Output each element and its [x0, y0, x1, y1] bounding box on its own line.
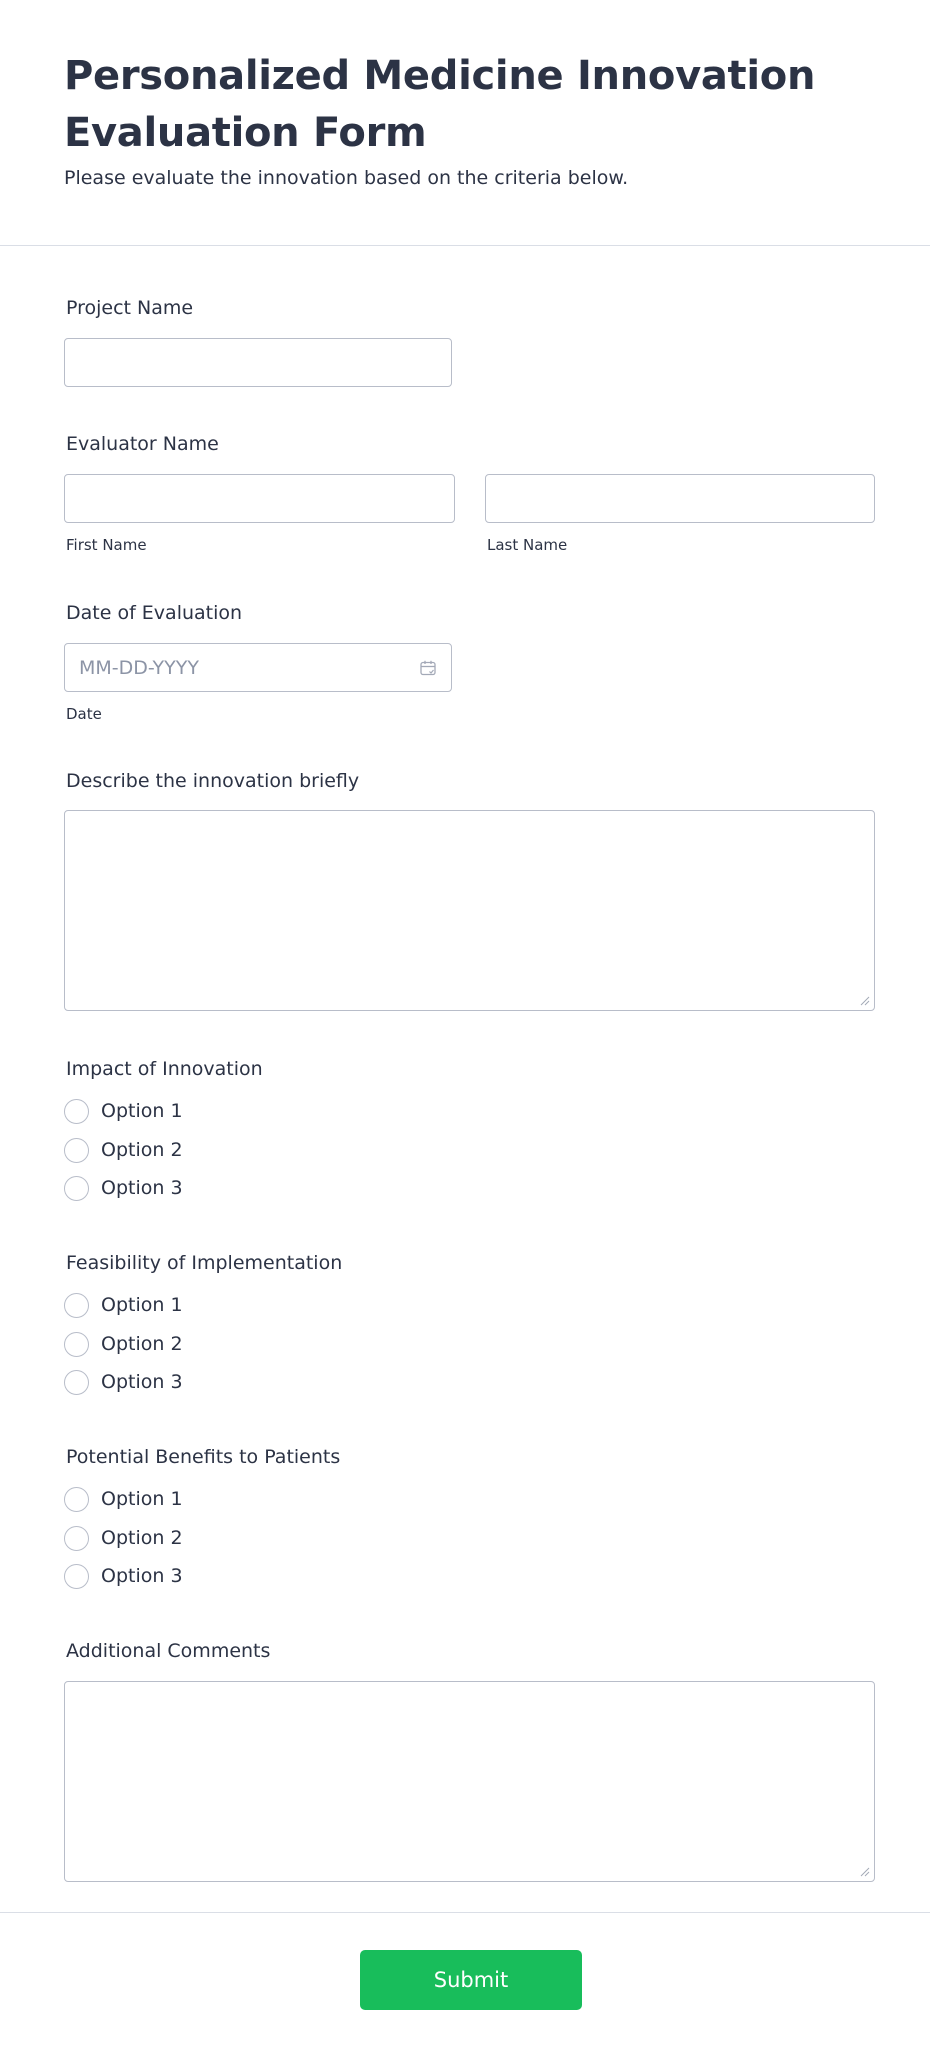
- benefits-label: Potential Benefits to Patients: [66, 1446, 341, 1468]
- description-textarea[interactable]: [64, 810, 875, 1011]
- radio-label[interactable]: Option 2: [101, 1139, 183, 1161]
- project-name-input[interactable]: [64, 338, 452, 387]
- project-name-label: Project Name: [66, 297, 194, 319]
- radio-label[interactable]: Option 3: [101, 1565, 183, 1587]
- comments-textarea[interactable]: [64, 1681, 875, 1882]
- radio-label[interactable]: Option 1: [101, 1100, 183, 1122]
- calendar-icon[interactable]: [419, 659, 437, 677]
- radio-circle-icon[interactable]: [64, 1293, 89, 1318]
- form-header: [0, 0, 930, 246]
- form-subtitle: Please evaluate the innovation based on the criteria below.: [64, 167, 629, 189]
- date-placeholder: MM-DD-YYYY: [79, 657, 199, 679]
- comments-label: Additional Comments: [66, 1640, 271, 1662]
- date-of-evaluation-label: Date of Evaluation: [66, 602, 243, 624]
- radio-label[interactable]: Option 1: [101, 1488, 183, 1510]
- resize-handle-icon[interactable]: [860, 996, 870, 1006]
- radio-circle-icon[interactable]: [64, 1564, 89, 1589]
- radio-circle-icon[interactable]: [64, 1370, 89, 1395]
- radio-circle-icon[interactable]: [64, 1099, 89, 1124]
- resize-handle-icon[interactable]: [860, 1867, 870, 1877]
- radio-circle-icon[interactable]: [64, 1138, 89, 1163]
- description-label: Describe the innovation briefly: [66, 770, 360, 792]
- radio-circle-icon[interactable]: [64, 1487, 89, 1512]
- form-title: Personalized Medicine Innovation Evaluation Form: [64, 53, 816, 156]
- date-input[interactable]: [64, 643, 452, 692]
- feasibility-label: Feasibility of Implementation: [66, 1252, 343, 1274]
- last-name-sublabel: Last Name: [487, 536, 568, 554]
- radio-circle-icon[interactable]: [64, 1176, 89, 1201]
- radio-label[interactable]: Option 3: [101, 1371, 183, 1393]
- radio-circle-icon[interactable]: [64, 1526, 89, 1551]
- impact-label: Impact of Innovation: [66, 1058, 263, 1080]
- form-footer: [0, 1912, 930, 2059]
- last-name-input[interactable]: [485, 474, 875, 523]
- date-sublabel: Date: [66, 705, 102, 723]
- first-name-input[interactable]: [64, 474, 455, 523]
- radio-label[interactable]: Option 3: [101, 1177, 183, 1199]
- radio-label[interactable]: Option 2: [101, 1527, 183, 1549]
- first-name-sublabel: First Name: [66, 536, 147, 554]
- radio-label[interactable]: Option 1: [101, 1294, 183, 1316]
- radio-label[interactable]: Option 2: [101, 1333, 183, 1355]
- evaluator-name-label: Evaluator Name: [66, 433, 219, 455]
- radio-circle-icon[interactable]: [64, 1332, 89, 1357]
- submit-button[interactable]: Submit: [360, 1950, 582, 2010]
